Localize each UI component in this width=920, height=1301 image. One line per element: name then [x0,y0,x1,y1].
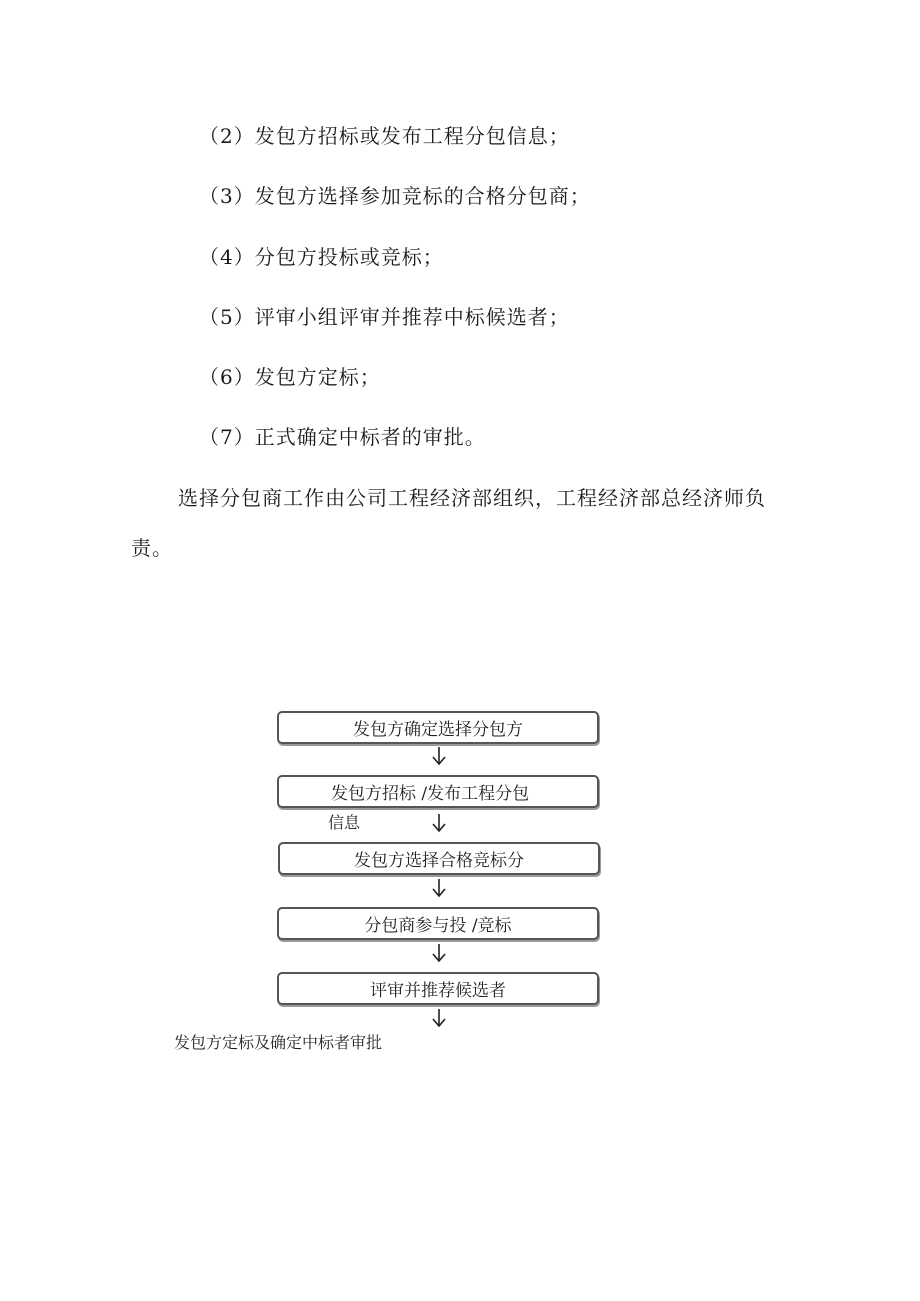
flowchart-step: 发包方选择合格竞标分 [278,842,600,875]
paragraph-line: 选择分包商工作由公司工程经济部组织，工程经济部总经济师负 [178,486,766,510]
list-item: （3）发包方选择参加竞标的合格分包商； [199,184,591,208]
flowchart-step: 分包商参与投 /竞标 [277,907,599,940]
down-arrow-icon [430,813,448,833]
flowchart-step-overflow: 信息 [328,813,361,832]
down-arrow-icon [430,878,448,898]
list-item: （5）评审小组评审并推荐中标候选者； [199,305,570,329]
paragraph-line: 责。 [131,536,173,560]
down-arrow-icon [430,746,448,766]
down-arrow-icon [430,943,448,963]
list-item: （7）正式确定中标者的审批。 [199,425,486,449]
list-item: （2）发包方招标或发布工程分包信息； [199,124,570,148]
list-item: （4）分包方投标或竞标； [199,245,444,269]
list-item: （6）发包方定标； [199,365,381,389]
down-arrow-icon [430,1008,448,1028]
flowchart-step: 发包方确定选择分包方 [277,711,599,744]
flowchart-step: 发包方招标 /发布工程分包 [277,775,599,808]
flowchart-step: 评审并推荐候选者 [277,972,599,1005]
flowchart-final-label: 发包方定标及确定中标者审批 [174,1033,383,1052]
